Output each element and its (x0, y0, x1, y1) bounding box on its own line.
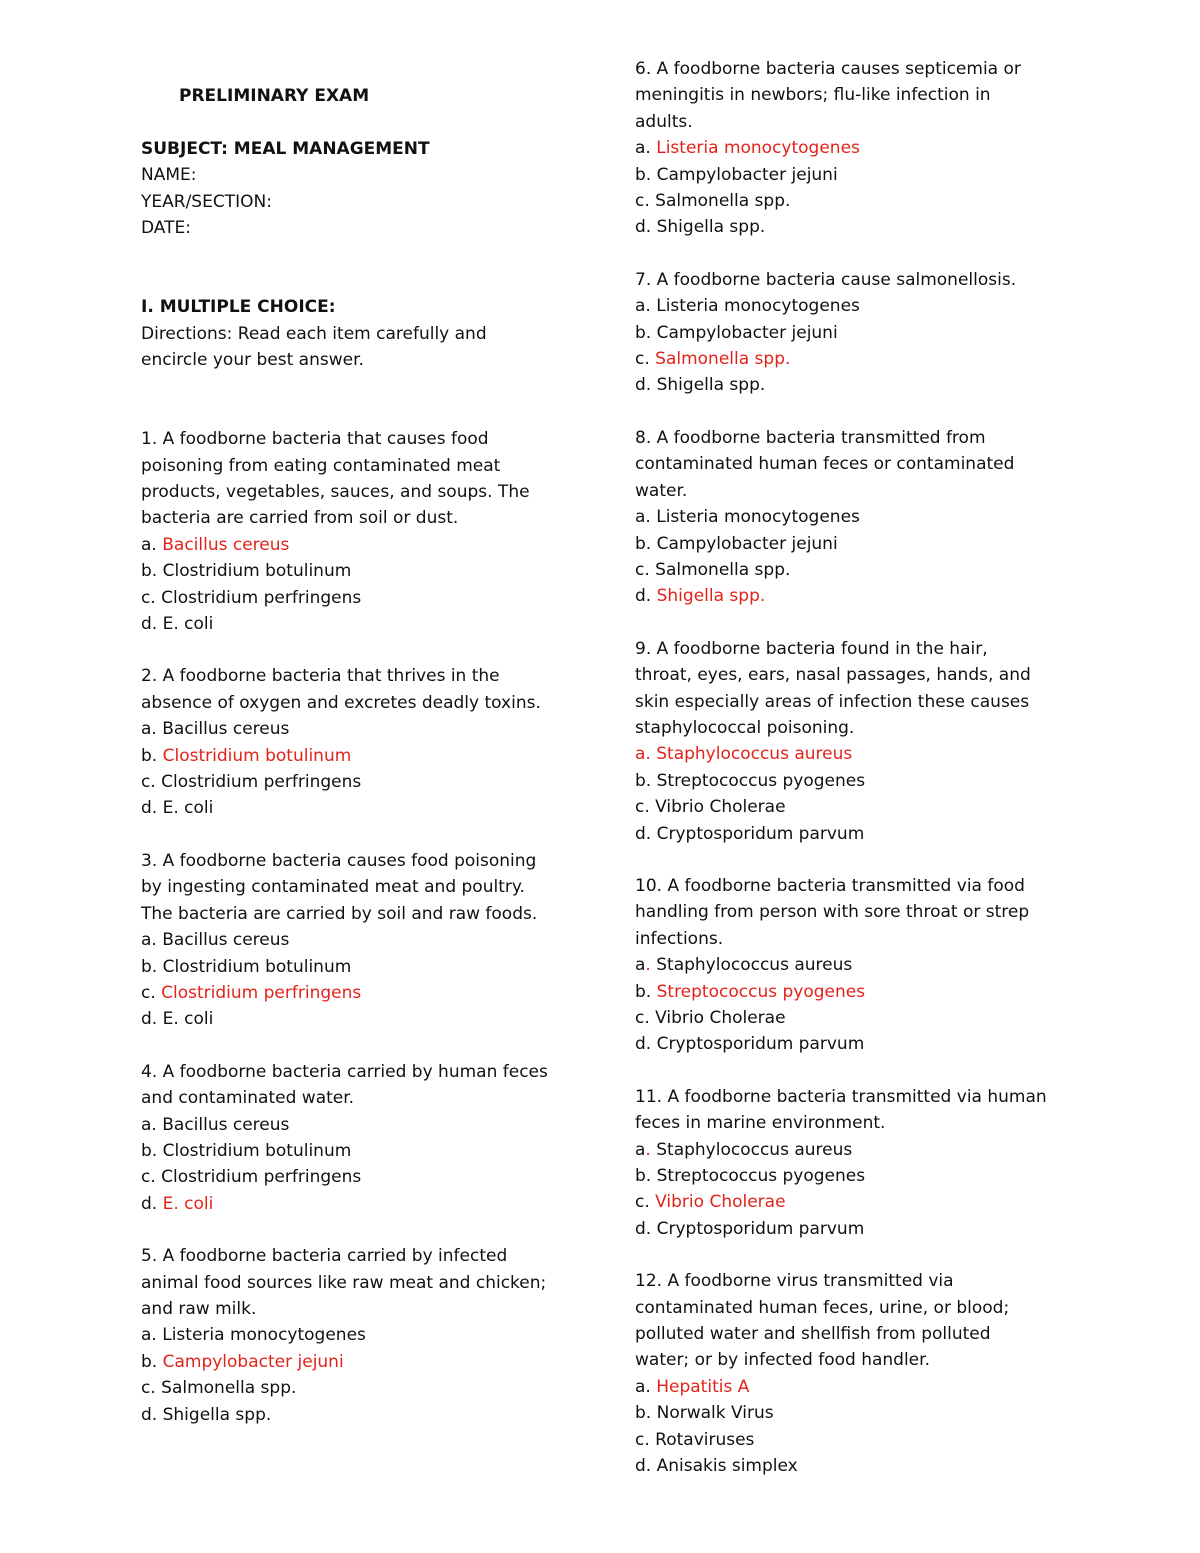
option-text: Norwalk Virus (656, 1403, 774, 1424)
question-text-line: bacteria are carried from soil or dust. (141, 508, 459, 529)
question-text-line: staphylococcal poisoning. (635, 717, 855, 738)
option-letter: c. (635, 191, 656, 212)
question-6 (635, 56, 1065, 241)
question-text-line: and raw milk. (141, 1298, 257, 1319)
option-letter: d. (635, 375, 657, 396)
question-text-line: 5. A foodborne bacteria carried by infected (141, 1246, 508, 1267)
option-letter: d. (141, 1404, 163, 1425)
answer-option[interactable] (635, 320, 1065, 346)
answer-option[interactable] (635, 1453, 1065, 1479)
question-3 (141, 848, 581, 1033)
question-text-line: polluted water and shellfish from polluted (635, 1324, 991, 1345)
option-text: Bacillus cereus (162, 930, 290, 951)
option-letter: d. (635, 217, 657, 238)
question-text-line: adults. (635, 111, 693, 132)
answer-option[interactable] (635, 1400, 1065, 1426)
option-text: Streptococcus pyogenes (656, 1166, 866, 1187)
answer-option[interactable] (635, 979, 1065, 1005)
option-letter: a. (635, 1139, 657, 1160)
option-text: Clostridium botulinum (162, 745, 352, 766)
question-text-line: 2. A foodborne bacteria that thrives in the (141, 666, 500, 687)
option-letter: b. (635, 533, 657, 554)
answer-option[interactable] (141, 1164, 581, 1190)
option-letter: a. (635, 744, 657, 765)
option-text: Bacillus cereus (162, 719, 290, 740)
option-text: Rotaviruses (655, 1429, 755, 1450)
option-text: Shigella spp. (656, 586, 766, 607)
option-text: Salmonella spp. (161, 1378, 297, 1399)
option-letter: a. (141, 534, 163, 555)
question-text-line: absence of oxygen and excretes deadly toxins. (141, 692, 541, 713)
answer-option[interactable] (635, 162, 1065, 188)
answer-option[interactable] (141, 1349, 581, 1375)
option-letter: a. (141, 719, 163, 740)
answer-option[interactable] (635, 768, 1065, 794)
option-text: Vibrio Cholerae (655, 1192, 786, 1213)
question-11 (635, 1084, 1065, 1242)
option-text: Clostridium botulinum (162, 561, 352, 582)
answer-option[interactable] (141, 1402, 581, 1428)
option-text: Clostridium perfringens (161, 587, 362, 608)
option-letter: b. (635, 981, 657, 1002)
question-text-line: handling from person with sore throat or strep (635, 902, 1030, 923)
option-letter: d. (635, 1218, 657, 1239)
directions-line: Directions: Read each item carefully and (141, 323, 487, 344)
option-text: Campylobacter jejuni (656, 322, 838, 343)
option-letter: b. (635, 770, 657, 791)
option-letter: b. (635, 1403, 657, 1424)
option-text: Shigella spp. (162, 1404, 272, 1425)
option-letter: c. (141, 1167, 162, 1188)
date-field-label: DATE: (141, 218, 191, 239)
option-text: Clostridium botulinum (162, 956, 352, 977)
option-text: Vibrio Cholerae (655, 797, 786, 818)
question-text-line: products, vegetables, sauces, and soups. The (141, 482, 530, 503)
question-4 (141, 1059, 581, 1217)
questions-right (635, 56, 1065, 1480)
question-text-line: 10. A foodborne bacteria transmitted via food (635, 875, 1025, 896)
questions-left (141, 426, 581, 1428)
answer-option[interactable] (635, 1216, 1065, 1242)
option-letter: c. (141, 772, 162, 793)
answer-option[interactable] (141, 1322, 581, 1348)
option-letter: b. (635, 322, 657, 343)
question-text-line: animal food sources like raw meat and chicken; (141, 1272, 547, 1293)
subject-line: SUBJECT: MEAL MANAGEMENT (141, 138, 430, 159)
option-text: Listeria monocytogenes (656, 507, 860, 528)
option-letter: c. (635, 1008, 656, 1028)
question-text-line: meningitis in newbors; flu-like infection in (635, 85, 991, 106)
option-letter: c. (635, 1192, 656, 1213)
option-text: Shigella spp. (656, 375, 766, 396)
option-letter: a. (635, 296, 657, 317)
option-text: Cryptosporidum parvum (656, 1034, 865, 1055)
answer-option[interactable] (635, 557, 1065, 583)
question-text-line: 8. A foodborne bacteria transmitted from (635, 427, 986, 448)
option-text: Campylobacter jejuni (656, 533, 838, 554)
option-text: Bacillus cereus (162, 534, 290, 555)
question-text-line: contaminated human feces or contaminated (635, 454, 1015, 475)
question-text-line: and contaminated water. (141, 1088, 355, 1109)
option-letter: c. (141, 1378, 162, 1399)
option-letter: a. (141, 1325, 163, 1346)
option-text: E. coli (162, 1009, 214, 1030)
answer-option[interactable] (635, 372, 1065, 398)
option-letter: d. (141, 1193, 163, 1214)
spacer (141, 400, 581, 426)
answer-option[interactable] (141, 927, 581, 953)
question-text-line: water. (635, 480, 688, 501)
option-letter: c. (141, 587, 162, 608)
answer-option[interactable] (635, 188, 1065, 214)
question-text-line: 12. A foodborne virus transmitted via (635, 1271, 954, 1292)
option-text: Salmonella spp. (655, 349, 791, 370)
option-text: Clostridium perfringens (161, 1167, 362, 1188)
question-text-line: poisoning from eating contaminated meat (141, 455, 501, 476)
answer-option[interactable] (141, 769, 581, 795)
answer-option[interactable] (635, 741, 1065, 767)
right-column (635, 56, 1065, 1506)
option-letter: a. (635, 507, 657, 528)
question-text-line: feces in marine environment. (635, 1113, 886, 1134)
answer-option[interactable] (141, 532, 581, 558)
answer-option[interactable] (635, 583, 1065, 609)
question-text-line: 1. A foodborne bacteria that causes food (141, 429, 489, 450)
option-text: Salmonella spp. (655, 191, 791, 212)
option-text: Clostridium botulinum (162, 1140, 352, 1161)
directions-line: encircle your best answer. (141, 350, 364, 371)
question-text-line: 11. A foodborne bacteria transmitted via human (635, 1086, 1047, 1107)
spacer (141, 241, 581, 267)
option-letter: d. (141, 614, 163, 635)
option-letter: d. (635, 586, 657, 607)
answer-option[interactable] (141, 1191, 581, 1217)
option-text: Clostridium perfringens (161, 772, 362, 793)
answer-option[interactable] (635, 1005, 1065, 1031)
question-text-line: 4. A foodborne bacteria carried by human feces (141, 1061, 548, 1082)
answer-option[interactable] (141, 611, 581, 637)
option-text: Streptococcus pyogenes (656, 770, 866, 791)
question-text-line: 3. A foodborne bacteria causes food poisoning (141, 850, 537, 871)
option-text: Staphylococcus aureus (656, 1139, 853, 1160)
answer-option[interactable] (635, 135, 1065, 161)
spacer (141, 109, 581, 135)
question-2 (141, 663, 581, 821)
question-text-line: skin especially areas of infection these causes (635, 691, 1030, 712)
option-text: Shigella spp. (656, 217, 766, 238)
answer-option[interactable] (635, 1189, 1065, 1215)
spacer (141, 268, 581, 294)
section-heading: I. MULTIPLE CHOICE: (141, 297, 336, 318)
answer-option[interactable] (635, 1137, 1065, 1163)
answer-option[interactable] (141, 954, 581, 980)
option-text: Anisakis simplex (656, 1456, 798, 1477)
option-text: Cryptosporidum parvum (656, 1218, 865, 1239)
answer-option[interactable] (141, 585, 581, 611)
option-letter: a. (141, 1114, 163, 1135)
answer-option[interactable] (141, 743, 581, 769)
option-letter: a. (635, 955, 657, 976)
option-letter: a. (635, 138, 657, 159)
question-text-line: 9. A foodborne bacteria found in the hair, (635, 638, 988, 659)
option-text: Hepatitis A (656, 1376, 750, 1397)
question-9 (635, 636, 1065, 847)
option-letter: a. (141, 930, 163, 951)
question-12 (635, 1268, 1065, 1479)
option-text: Listeria monocytogenes (656, 138, 860, 159)
option-text: Listeria monocytogenes (162, 1325, 366, 1346)
option-letter: d. (141, 1009, 163, 1030)
option-letter: b. (635, 164, 657, 185)
answer-option[interactable] (635, 531, 1065, 557)
answer-option[interactable] (635, 794, 1065, 820)
answer-option[interactable] (141, 1375, 581, 1401)
answer-option[interactable] (635, 1163, 1065, 1189)
question-text-line: 7. A foodborne bacteria cause salmonellosis. (635, 269, 1017, 290)
year-section-field-label: YEAR/SECTION: (141, 191, 272, 212)
left-column (141, 56, 581, 1454)
option-letter: a. (635, 1376, 657, 1397)
answer-option[interactable] (635, 952, 1065, 978)
question-text-line: by ingesting contaminated meat and poultry. (141, 877, 525, 898)
option-letter: c. (635, 1429, 656, 1450)
option-letter: c. (635, 349, 656, 370)
answer-option[interactable] (141, 1006, 581, 1032)
question-text-line: water; or by infected food handler. (635, 1350, 930, 1371)
answer-option[interactable] (635, 1031, 1065, 1057)
option-letter: d. (141, 798, 163, 819)
option-text: Campylobacter jejuni (162, 1351, 344, 1372)
answer-option[interactable] (141, 1112, 581, 1138)
option-text: Cryptosporidum parvum (656, 823, 865, 844)
option-letter: b. (141, 1351, 163, 1372)
question-text-line: 6. A foodborne bacteria causes septicemia or (635, 59, 1021, 79)
option-letter: d. (635, 823, 657, 844)
question-5 (141, 1243, 581, 1428)
question-8 (635, 425, 1065, 610)
answer-option[interactable] (635, 293, 1065, 319)
answer-option[interactable] (635, 504, 1065, 530)
question-text-line: The bacteria are carried by soil and raw foods. (141, 903, 538, 924)
option-text: E. coli (162, 798, 214, 819)
question-7 (635, 267, 1065, 399)
question-text-line: infections. (635, 928, 724, 949)
option-text: E. coli (162, 1193, 214, 1214)
question-10 (635, 873, 1065, 1058)
option-text: Staphylococcus aureus (656, 744, 853, 765)
option-text: Bacillus cereus (162, 1114, 290, 1135)
answer-option[interactable] (141, 716, 581, 742)
option-text: Clostridium perfringens (161, 982, 362, 1003)
answer-option[interactable] (141, 1138, 581, 1164)
option-letter: c. (635, 797, 656, 818)
option-letter: b. (141, 561, 163, 582)
question-text-line: throat, eyes, ears, nasal passages, hands, and (635, 665, 1031, 686)
option-text: Campylobacter jejuni (656, 164, 838, 185)
option-letter: b. (635, 1166, 657, 1187)
option-letter: b. (141, 956, 163, 977)
spacer (141, 373, 581, 399)
option-text: Listeria monocytogenes (656, 296, 860, 317)
answer-option[interactable] (635, 346, 1065, 372)
option-text: E. coli (162, 614, 214, 635)
option-letter: d. (635, 1034, 657, 1055)
option-letter: c. (141, 982, 162, 1003)
question-text-line: contaminated human feces, urine, or blood; (635, 1297, 1010, 1318)
option-text: Staphylococcus aureus (656, 955, 853, 976)
option-letter: c. (635, 559, 656, 580)
option-letter: b. (141, 1140, 163, 1161)
option-letter: d. (635, 1456, 657, 1477)
name-field-label: NAME: (141, 165, 197, 186)
answer-option[interactable] (141, 980, 581, 1006)
answer-option[interactable] (141, 795, 581, 821)
option-text: Streptococcus pyogenes (656, 981, 866, 1002)
option-letter: b. (141, 745, 163, 766)
answer-option[interactable] (141, 558, 581, 584)
option-text: Vibrio Cholerae (655, 1008, 786, 1028)
answer-option[interactable] (635, 821, 1065, 847)
answer-option[interactable] (635, 1374, 1065, 1400)
question-1 (141, 426, 581, 637)
exam-title: PRELIMINARY EXAM (179, 86, 370, 106)
option-text: Salmonella spp. (655, 559, 791, 580)
answer-option[interactable] (635, 1427, 1065, 1453)
answer-option[interactable] (635, 214, 1065, 240)
